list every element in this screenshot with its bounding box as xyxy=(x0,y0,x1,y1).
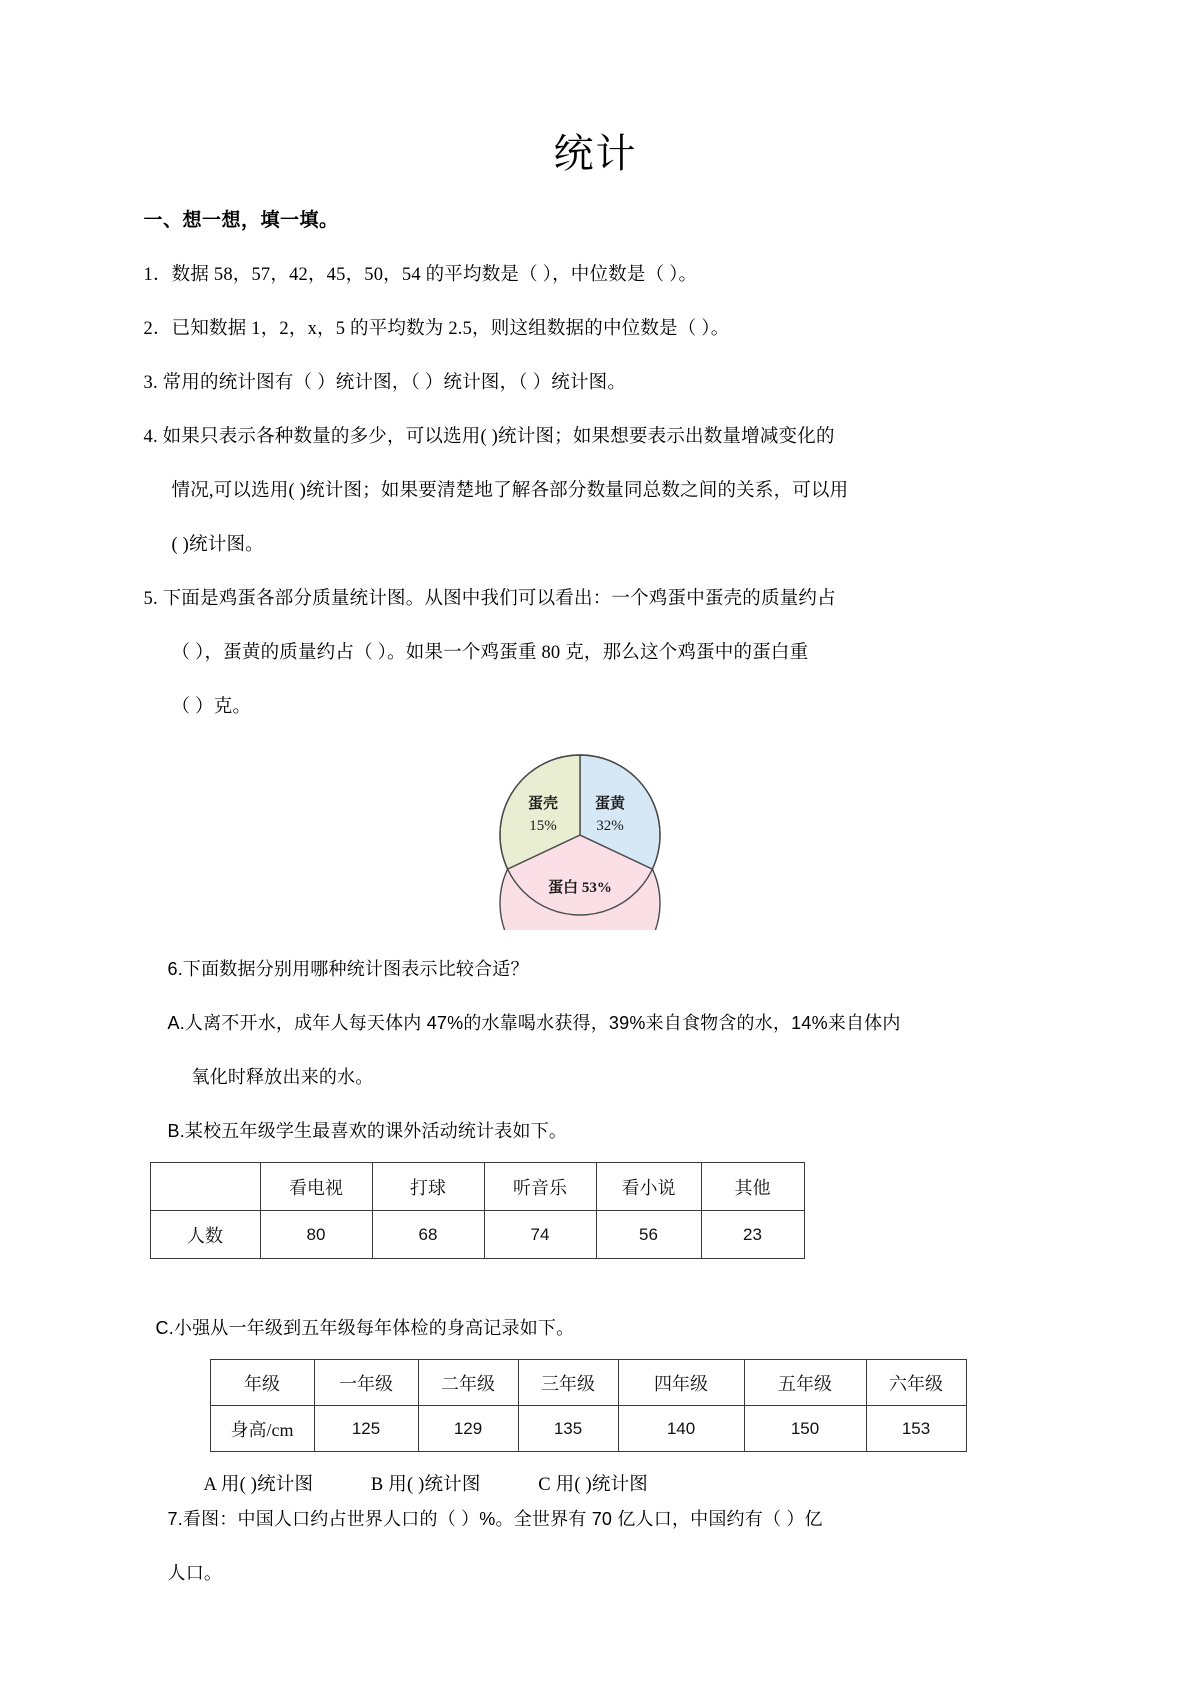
activities-cell-r1c1: 80 xyxy=(260,1211,372,1259)
section-heading-fill-in-blanks: 一、想一想，填一填。 xyxy=(143,210,339,231)
heights-cell-r1c3: 135 xyxy=(518,1406,618,1452)
table-row xyxy=(210,1360,966,1406)
table-row xyxy=(210,1406,966,1452)
activities-cell-r0c2: 打球 xyxy=(372,1163,484,1211)
activities-cell-r1c0: 人数 xyxy=(150,1211,260,1259)
question-1: 1．数据 58，57，42，45，50，54 的平均数是（ ），中位数是（ ）。 xyxy=(143,265,698,285)
question-6-a-line-1: A.人离不开水，成年人每天体内 47%的水靠喝水获得，39%来自食物含的水，14%来自体内 xyxy=(167,1013,901,1033)
choice-a: A 用( )统计图 xyxy=(203,1475,314,1495)
pie-label-egg-yolk-name: 蛋黄 xyxy=(594,796,625,812)
question-7-line-1: 7.看图：中国人口约占世界人口的（ ）%。全世界有 70 亿人口，中国约有（ ）亿 xyxy=(167,1509,823,1529)
heights-cell-r1c2: 129 xyxy=(418,1406,518,1452)
question-7-line-2: 人口。 xyxy=(167,1563,223,1583)
heights-cell-r1c4: 140 xyxy=(618,1406,744,1452)
heights-cell-r0c0: 年级 xyxy=(210,1360,314,1406)
activities-cell-r0c5: 其他 xyxy=(701,1163,804,1211)
student-heights-table xyxy=(210,1359,967,1452)
question-5-line-2: （ ），蛋黄的质量约占（ ）。如果一个鸡蛋重 80 克，那么这个鸡蛋中的蛋白重 xyxy=(171,643,809,663)
table-row xyxy=(150,1163,804,1211)
pie-label-eggshell-value: 15% xyxy=(528,818,557,834)
activities-cell-r0c3: 听音乐 xyxy=(484,1163,596,1211)
question-6-b: B.某校五年级学生最喜欢的课外活动统计表如下。 xyxy=(167,1121,568,1141)
question-6 xyxy=(144,946,1056,1496)
question-4-line-3: ( )统计图。 xyxy=(171,535,264,555)
question-4 xyxy=(144,414,1056,568)
question-5-line-1: 5. 下面是鸡蛋各部分质量统计图。从图中我们可以看出：一个鸡蛋中蛋壳的质量约占 xyxy=(143,589,836,609)
activities-cell-r1c5: 23 xyxy=(701,1211,804,1259)
question-5 xyxy=(144,576,1056,730)
heights-cell-r0c3: 三年级 xyxy=(518,1360,618,1406)
question-7 xyxy=(144,1496,1056,1596)
heights-cell-r1c1: 125 xyxy=(314,1406,418,1452)
heights-cell-r1c0: 身高/cm xyxy=(210,1406,314,1452)
question-6-stem: 6.下面数据分别用哪种统计图表示比较合适？ xyxy=(167,959,529,979)
pie-label-eggshell-name: 蛋壳 xyxy=(527,796,558,812)
heights-cell-r1c6: 153 xyxy=(866,1406,966,1452)
pie-chart-svg xyxy=(485,740,675,930)
choice-c: C 用( )统计图 xyxy=(538,1475,648,1495)
pie-label-egg-yolk-value: 32% xyxy=(595,818,624,834)
egg-composition-pie-chart xyxy=(144,740,1056,930)
question-4-line-1: 4. 如果只表示各种数量的多少，可以选用( )统计图；如果想要表示出数量增减变化的 xyxy=(143,427,835,447)
heights-cell-r0c5: 五年级 xyxy=(744,1360,866,1406)
activities-cell-r1c3: 74 xyxy=(484,1211,596,1259)
question-4-line-2: 情况,可以选用( )统计图；如果要清楚地了解各部分数量同总数之间的关系，可以用 xyxy=(171,481,849,501)
spacer xyxy=(144,1259,1056,1305)
favorite-activities-table xyxy=(150,1162,805,1259)
question-2: 2．已知数据 1，2，x，5 的平均数为 2.5，则这组数据的中位数是（ ）。 xyxy=(143,319,730,339)
heights-cell-r0c4: 四年级 xyxy=(618,1360,744,1406)
activities-cell-r0c1: 看电视 xyxy=(260,1163,372,1211)
heights-cell-r0c6: 六年级 xyxy=(866,1360,966,1406)
table-row xyxy=(150,1211,804,1259)
choice-b: B 用( )统计图 xyxy=(370,1475,481,1495)
question-5-line-3: （ ）克。 xyxy=(171,697,252,717)
question-6-a-line-2: 氧化时释放出来的水。 xyxy=(191,1067,374,1087)
heights-cell-r0c2: 二年级 xyxy=(418,1360,518,1406)
heights-cell-r0c1: 一年级 xyxy=(314,1360,418,1406)
activities-cell-r0c4: 看小说 xyxy=(596,1163,701,1211)
question-6-c: C.小强从一年级到五年级每年体检的身高记录如下。 xyxy=(155,1318,575,1338)
worksheet-content xyxy=(136,179,1056,1596)
page-title: 统计 xyxy=(553,132,638,176)
activities-cell-r1c4: 56 xyxy=(596,1211,701,1259)
activities-cell-r1c2: 68 xyxy=(372,1211,484,1259)
question-3: 3. 常用的统计图有（ ）统计图，（ ）统计图，（ ）统计图。 xyxy=(143,373,627,393)
pie-label-egg-white: 蛋白 53% xyxy=(547,880,612,896)
heights-cell-r1c5: 150 xyxy=(744,1406,866,1452)
activities-cell-r0c0 xyxy=(150,1163,260,1211)
question-6-choices xyxy=(144,1470,1056,1496)
